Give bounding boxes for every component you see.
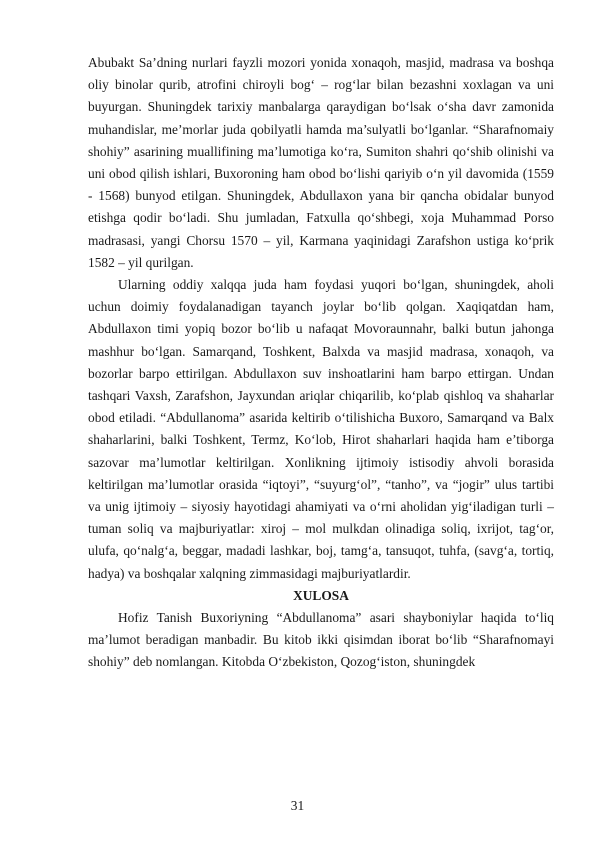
paragraph-2: Ularning oddiy xalqqa juda ham foydasi yuqori bo‘lgan, shuningdek, aholi uchun doimiy foydalanadigan tayanch joylar bo‘lib qolgan. Xaqiqatdan ham, Abdullaxon timi yopiq bozor bo‘lib u nafaqat Movoraunnahr, balki butun jahonga mashhur bo‘lgan. Samarqand, Toshkent, Balxda va masjid madrasa, xonaqoh, va bozorlar barpo ettirilgan. Abdullaxon suv inshoatlarini ham barpo ettirgan. Undan tashqari Vaxsh, Zarafshon, Jayxundan ariqlar chiqarilib, ko‘plab qishloq va shaharlar obod etiladi. “Abdullanoma” asarida keltirib o‘tilishicha Buxoro, Samarqand va Balx shaharlarini, balki Toshkent, Termz, Ko‘lob, Hirot shaharlari haqida ham e’tiborga sazovar ma’lumotlar keltirilgan. Xonlikning ijtimoiy istisodiy ahvoli borasida keltirilgan ma’lumotlar orasida “iqtoyi”, “suyurg‘ol”, “tanho”, va “jogir” ulus tartibi va unig ijtimoiy – siyosiy hayotidagi ahamiyati va o‘rni aholidan yig‘iladigan turli – tuman soliq va majburiyatlar: xiroj – mol mulkdan olinadiga soliq, ixrijot, tag‘or, ulufa, qo‘nalg‘a, beggar, madadi lashkar, boj, tamg‘a, tansuqot, tuhfa, (savg‘a, tortiq, hadya) va boshqalar xalqning zimmasidagi majburiyatlardir. xyxy=(88,277,554,581)
section-heading: XULOSA xyxy=(293,587,349,603)
body-text xyxy=(88,52,554,674)
paragraph-3: Hofiz Tanish Buxoriyning “Abdullanoma” asari shayboniylar haqida to‘liq ma’lumot beradigan manbadir. Bu kitob ikki qisimdan iborat bo‘lib “Sharafnomayi shohiy” deb nomlangan. Kitobda O‘zbekiston, Qozog‘iston, shuningdek xyxy=(88,610,554,670)
paragraph-1: Abubakt Sa’dning nurlari fayzli mozori yonida xonaqoh, masjid, madrasa va boshqa oliy binolar qurib, atrofini chiroyli bog‘ – rog‘lar bilan bezashni xoxlagan va uni buyurgan. Shuningdek tarixiy manbalarga qaraydigan bo‘lsak o‘sha davr zamonida muhandislar, me’morlar juda qobilyatli hamda ma’sulyatli bo‘lganlar. “Sharafnomaiy shohiy” asarining muallifining ma’lumotiga ko‘ra, Sumiton shahri qo‘shib olinishi va uni obod qilish ishlari, Buxoroning ham obod bo‘lishi qariyib o‘n yil davomida (1559 - 1568) bunyod etilgan. Shuningdek, Abdullaxon yana bir qancha obidalar bunyod etishga qodir bo‘ladi. Shu jumladan, Fatxulla qo‘shbegi, xoja Muhammad Porso madrasasi, yangi Chorsu 1570 – yil, Karmana yaqinidagi Zarafshon ustiga ko‘prik 1582 – yil qurilgan. xyxy=(88,55,554,270)
page-number: 31 xyxy=(290,798,305,813)
